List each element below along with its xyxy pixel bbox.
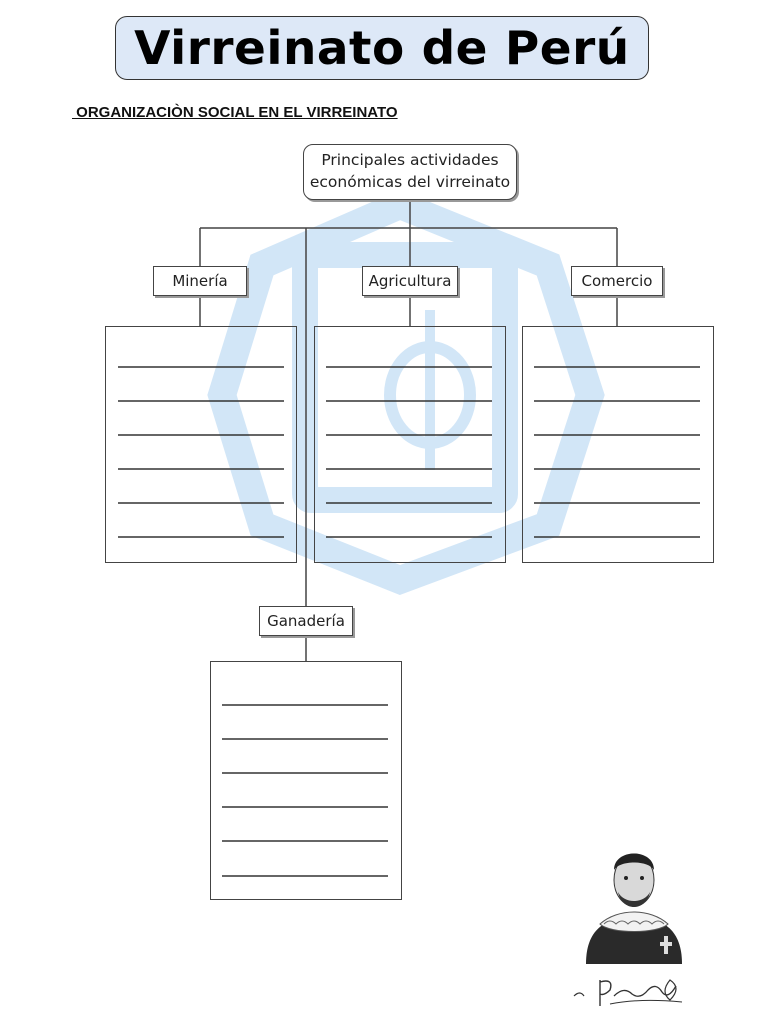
root-node-line-1: Principales actividades <box>321 151 499 170</box>
viceroy-portrait-icon <box>578 838 690 964</box>
branch-label-comercio: Comercio <box>571 266 663 296</box>
answer-box-mineria[interactable] <box>105 326 297 563</box>
answer-box-ganaderia[interactable] <box>210 661 402 900</box>
answer-box-comercio[interactable] <box>522 326 714 563</box>
title-banner <box>115 16 649 80</box>
branch-label-mineria: Minería <box>153 266 247 296</box>
root-node-line-2: económicas del virreinato <box>309 173 511 191</box>
branch-label-ganaderia: Ganadería <box>259 606 353 636</box>
branch-label-agricultura: Agricultura <box>362 266 458 296</box>
section-heading: ORGANIZACIÒN SOCIAL EN EL VIRREINATO <box>72 104 398 121</box>
answer-box-agricultura[interactable] <box>314 326 506 563</box>
root-node <box>303 144 517 200</box>
signature-icon <box>570 970 690 1010</box>
page-title: Virreinato de Perú <box>134 21 630 75</box>
